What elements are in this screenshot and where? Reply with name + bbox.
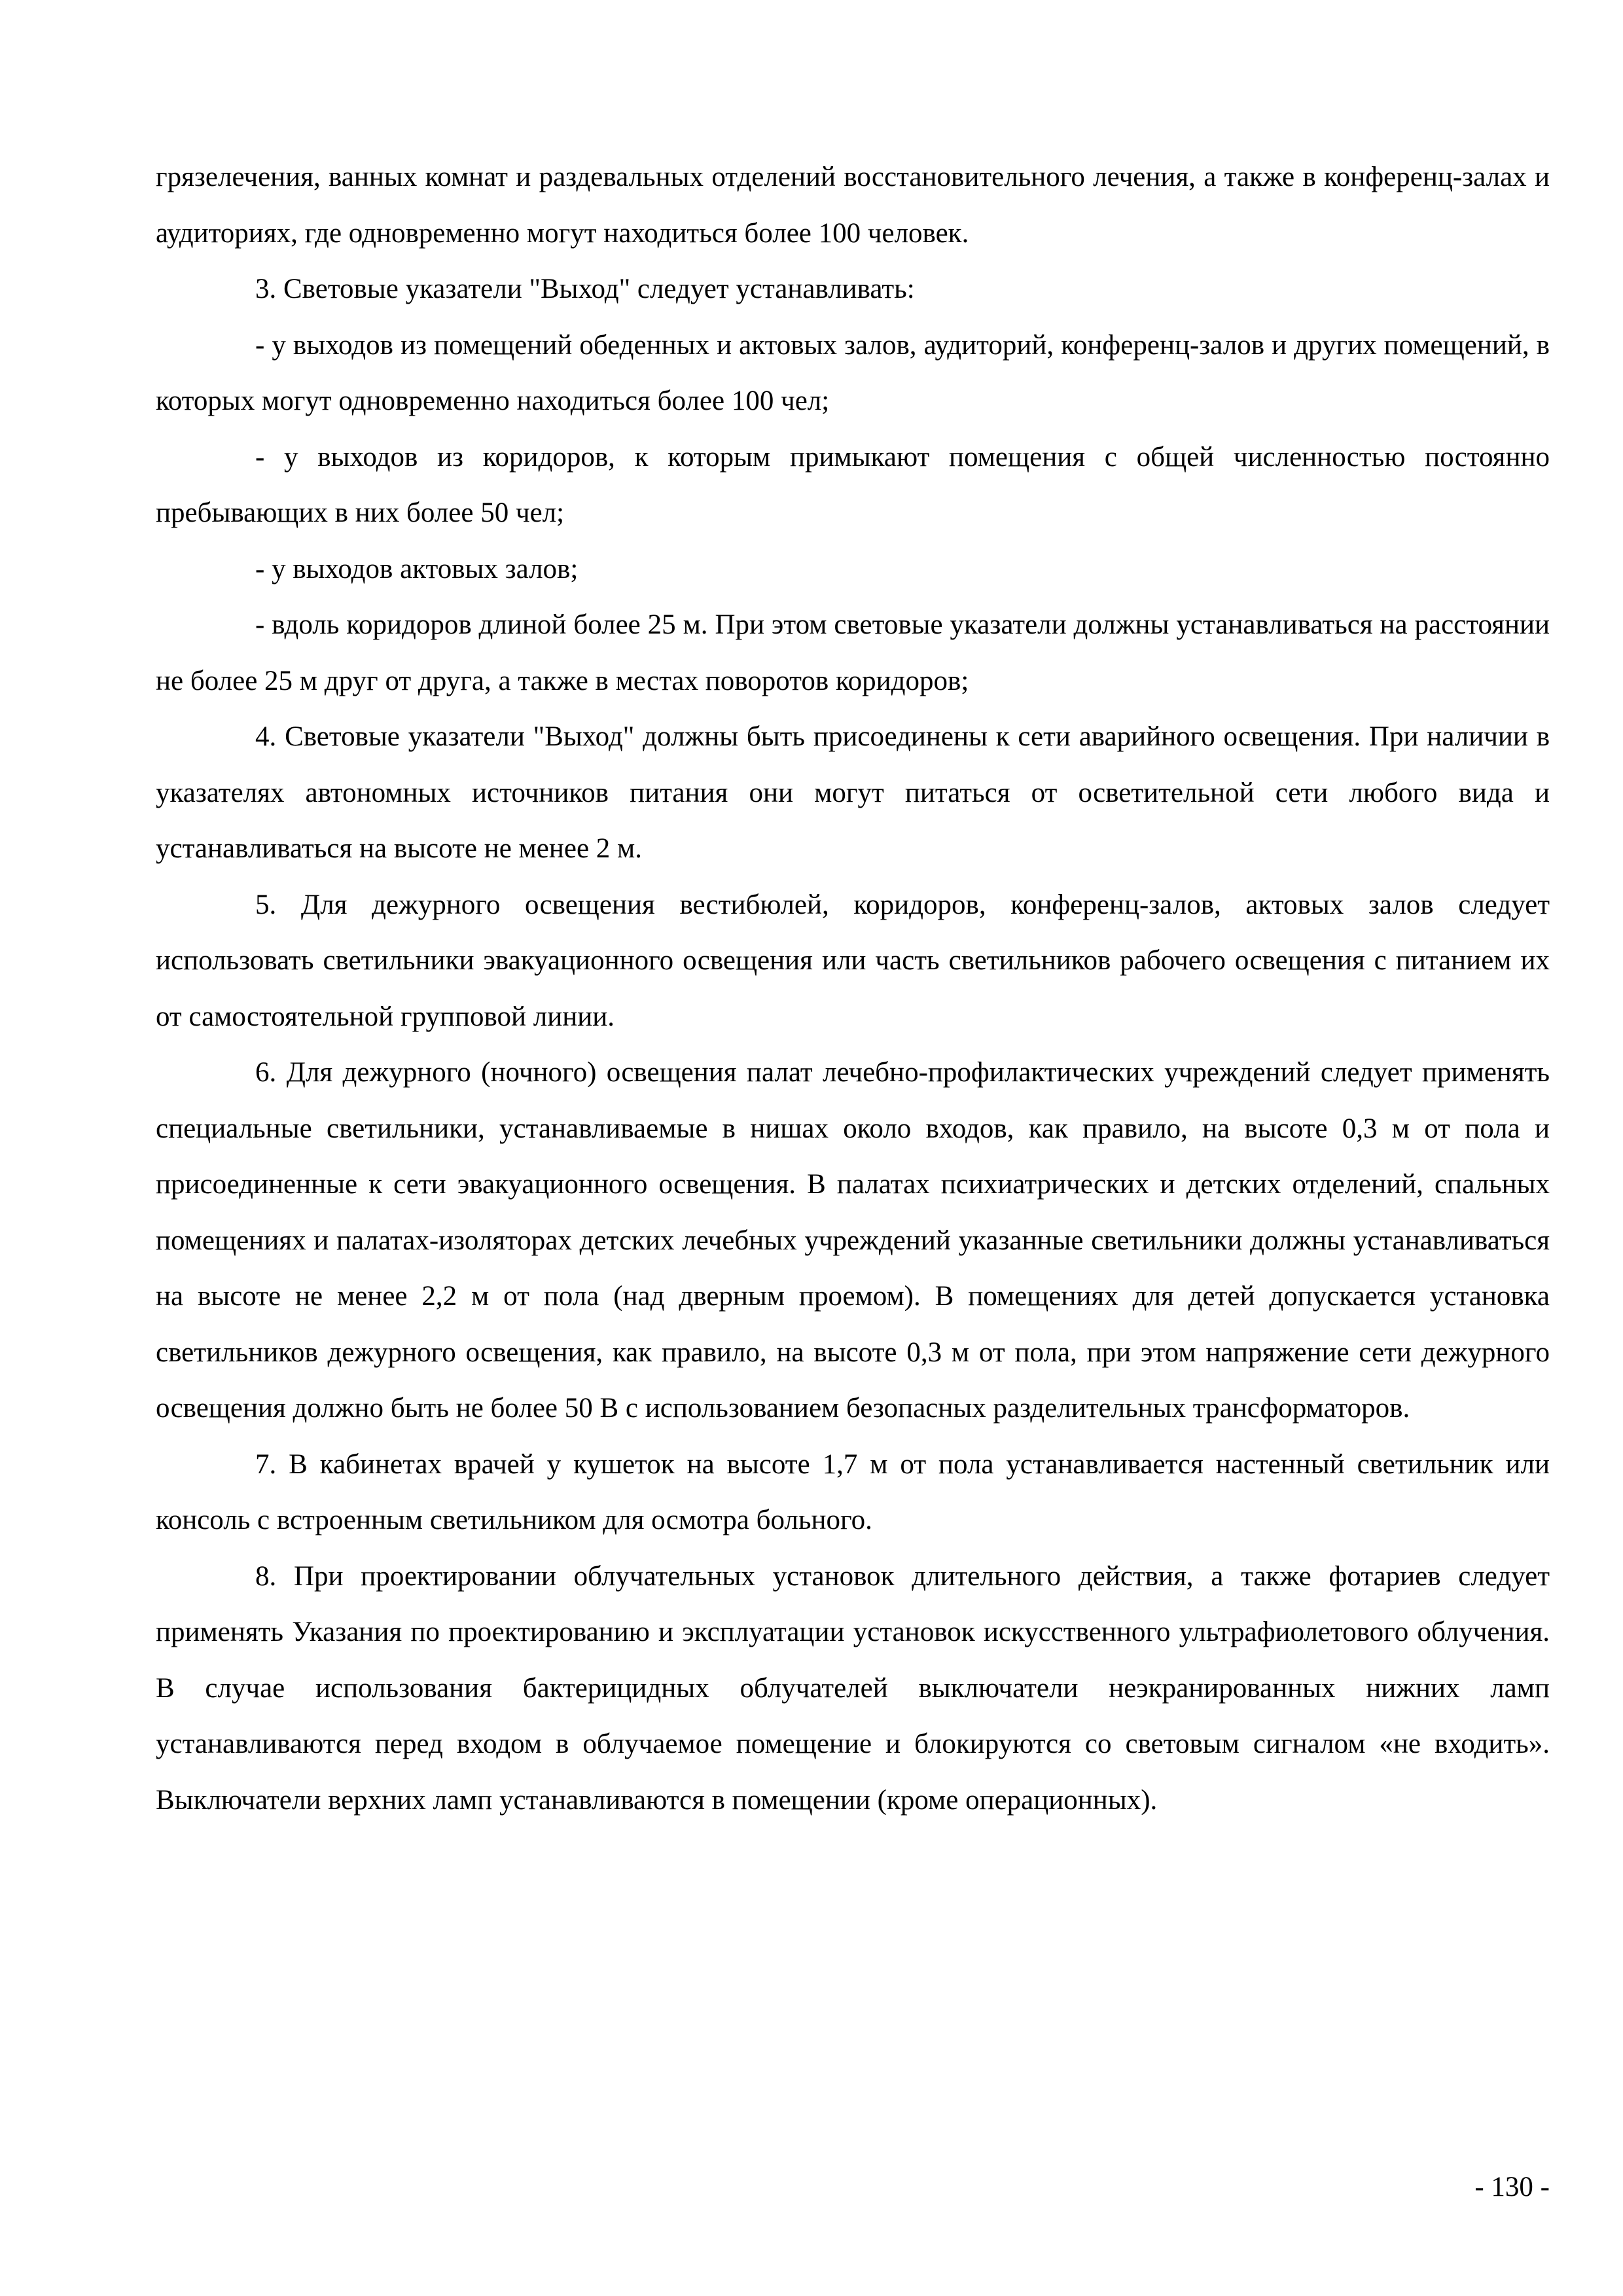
paragraph-item-5: 5. Для дежурного освещения вестибюлей, коридоров, конференц-залов, актовых залов следует использовать светильники эвакуационного освещения или часть светильников рабочего освещения с питанием их от самостоятельной групповой линии. (156, 889, 1550, 1032)
paragraph-list-item: - у выходов актовых залов; (255, 553, 579, 584)
paragraph-list-item: - у выходов из помещений обеденных и актовых залов, аудиторий, конференц-залов и других помещений, в которых могут одновременно находиться более 100 чел; (156, 329, 1550, 416)
paragraph-item-6: 6. Для дежурного (ночного) освещения палат лечебно-профилактических учреждений следует применять специальные светильники, устанавливаемые в нишах около входов, как правило, на высоте 0,3 м от пола и присоединенные к сети эвакуационного освещения. В палатах психиатрических и детских отделений, спальных помещениях и палатах-изоляторах детских лечебных учреждений указанные светильники должны устанавливаться на высоте не менее 2,2 м от пола (над дверным проемом). В помещениях для детей допускается установка светильников дежурного освещения, как правило, на высоте 0,3 м от пола, при этом напряжение сети дежурного освещения должно быть не более 50 В с использованием безопасных разделительных трансформаторов. (156, 1057, 1550, 1424)
paragraph-item-3: 3. Световые указатели "Выход" следует устанавливать: (255, 274, 915, 304)
paragraph-continuation: грязелечения, ванных комнат и раздевальных отделений восстановительного лечения, а также в конференц-залах и аудиториях, где одновременно могут находиться более 100 человек. (156, 162, 1550, 249)
paragraph-item-4: 4. Световые указатели "Выход" должны быть присоединены к сети аварийного освещения. При наличии в указателях автономных источников питания они могут питаться от осветительной сети любого вида и устанавливаться на высоте не менее 2 м. (156, 721, 1550, 864)
paragraph-list-item: - у выходов из коридоров, к которым примыкают помещения с общей численностью постоянно пребывающих в них более 50 чел; (156, 441, 1550, 528)
paragraph-item-8: 8. При проектировании облучательных установок длительного действия, а также фотариев следует применять Указания по проектированию и эксплуатации установок искусственного ультрафиолетового облучения. В случае использования бактерицидных облучателей выключатели неэкранированных нижних ламп устанавливаются перед входом в облучаемое помещение и блокируются со световым сигналом «не входить». Выключатели верхних ламп устанавливаются в помещении (кроме операционных). (156, 1560, 1550, 1816)
paragraph-list-item: - вдоль коридоров длиной более 25 м. При этом световые указатели должны устанавливаться на расстоянии не более 25 м друг от друга, а также в местах поворотов коридоров; (156, 609, 1550, 696)
page-number: - 130 - (1474, 2172, 1550, 2202)
paragraph-item-7: 7. В кабинетах врачей у кушеток на высоте 1,7 м от пола устанавливается настенный светильник или консоль с встроенным светильником для осмотра больного. (156, 1448, 1550, 1535)
document-body (156, 149, 1550, 1828)
